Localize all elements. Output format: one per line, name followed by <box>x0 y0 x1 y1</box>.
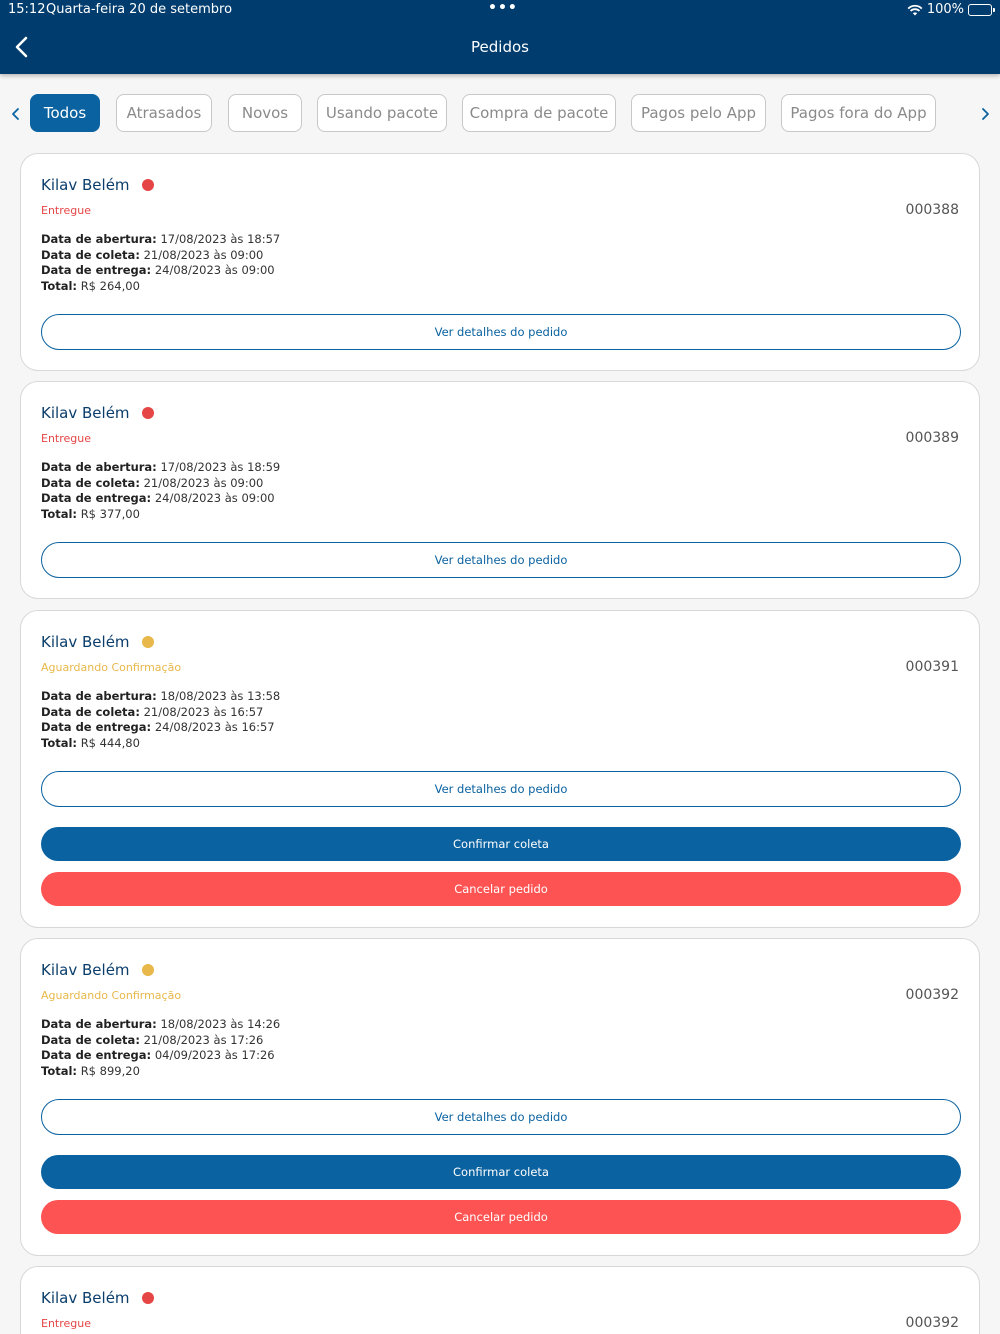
filter-chip-pagos-fora-do-app[interactable]: Pagos fora do App <box>781 94 936 132</box>
filter-chip-novos[interactable]: Novos <box>228 94 302 132</box>
total-label: Total: <box>41 1063 78 1078</box>
pickup-date-label: Data de coleta: <box>41 475 140 490</box>
order-details <box>41 1017 280 1079</box>
order-details <box>41 460 280 522</box>
cancel-order-button[interactable]: Cancelar pedido <box>41 1200 961 1234</box>
opening-date-value: 17/08/2023 às 18:59 <box>160 460 281 474</box>
order-number: 000392 <box>905 1315 959 1331</box>
filter-chip-pagos-pelo-app[interactable]: Pagos pelo App <box>631 94 766 132</box>
battery-percent: 100% <box>926 2 964 17</box>
status-dot <box>142 407 154 419</box>
filter-bar <box>0 94 1000 134</box>
order-details <box>41 689 280 751</box>
pickup-date-label: Data de coleta: <box>41 704 140 719</box>
page-title: Pedidos <box>471 38 529 56</box>
opening-date-label: Data de abertura: <box>41 232 157 246</box>
company-name <box>41 633 154 651</box>
company-name <box>41 404 154 422</box>
order-card <box>20 153 980 371</box>
pickup-date-label: Data de coleta: <box>41 1032 140 1047</box>
status-dot <box>142 636 154 648</box>
scroll-left-chevron-icon[interactable] <box>8 104 24 124</box>
order-card <box>20 381 980 599</box>
confirm-pickup-button[interactable]: Confirmar coleta <box>41 1155 961 1189</box>
company-label: Kilav Belém <box>41 1289 130 1307</box>
status-dot <box>142 179 154 191</box>
battery-icon <box>968 4 992 16</box>
company-label: Kilav Belém <box>41 633 130 651</box>
delivery-date-value: 24/08/2023 às 09:00 <box>154 263 275 278</box>
opening-date-label: Data de abertura: <box>41 460 157 474</box>
opening-date-value: 18/08/2023 às 13:58 <box>160 689 281 703</box>
order-status: Aguardando Confirmação <box>41 661 182 674</box>
order-number: 000391 <box>905 659 959 675</box>
opening-date-value: 17/08/2023 às 18:57 <box>160 232 281 246</box>
status-dot <box>142 1292 154 1304</box>
filter-chip-usando-pacote[interactable]: Usando pacote <box>317 94 447 132</box>
total-value: R$ 444,80 <box>80 735 140 750</box>
order-number: 000388 <box>905 202 959 218</box>
total-label: Total: <box>41 735 78 750</box>
company-name <box>41 961 154 979</box>
view-order-details-button[interactable]: Ver detalhes do pedido <box>41 314 961 350</box>
top-navigation-bar <box>0 0 1000 74</box>
delivery-date-label: Data de entrega: <box>41 263 152 278</box>
delivery-date-label: Data de entrega: <box>41 1048 152 1063</box>
view-order-details-button[interactable]: Ver detalhes do pedido <box>41 542 961 578</box>
filter-chip-atrasados[interactable]: Atrasados <box>116 94 212 132</box>
order-status: Aguardando Confirmação <box>41 989 182 1002</box>
opening-date-value: 18/08/2023 às 14:26 <box>160 1017 281 1031</box>
view-order-details-button[interactable]: Ver detalhes do pedido <box>41 1099 961 1135</box>
order-number: 000392 <box>905 987 959 1003</box>
order-card <box>20 610 980 928</box>
company-label: Kilav Belém <box>41 404 130 422</box>
total-value: R$ 377,00 <box>80 506 140 521</box>
delivery-date-value: 24/08/2023 às 09:00 <box>154 491 275 506</box>
cancel-order-button[interactable]: Cancelar pedido <box>41 872 961 906</box>
delivery-date-value: 24/08/2023 às 16:57 <box>154 720 275 735</box>
status-date: Quarta-feira 20 de setembro <box>46 2 233 17</box>
total-label: Total: <box>41 278 78 293</box>
total-value: R$ 264,00 <box>80 278 140 293</box>
view-order-details-button[interactable]: Ver detalhes do pedido <box>41 771 961 807</box>
order-number: 000389 <box>905 430 959 446</box>
scroll-right-chevron-icon[interactable] <box>977 104 993 124</box>
multitasking-dots-icon[interactable]: ••• <box>488 0 518 16</box>
total-label: Total: <box>41 506 78 521</box>
status-time: 15:12 <box>8 2 46 17</box>
company-name <box>41 1289 154 1307</box>
company-name <box>41 176 154 194</box>
company-label: Kilav Belém <box>41 961 130 979</box>
company-label: Kilav Belém <box>41 176 130 194</box>
order-details <box>41 232 280 294</box>
wifi-icon <box>907 4 923 16</box>
confirm-pickup-button[interactable]: Confirmar coleta <box>41 827 961 861</box>
order-status: Entregue <box>41 204 92 217</box>
pickup-date-value: 21/08/2023 às 16:57 <box>143 704 264 719</box>
status-dot <box>142 964 154 976</box>
pickup-date-value: 21/08/2023 às 17:26 <box>143 1032 264 1047</box>
pickup-date-value: 21/08/2023 às 09:00 <box>143 475 264 490</box>
opening-date-label: Data de abertura: <box>41 1017 157 1031</box>
delivery-date-label: Data de entrega: <box>41 491 152 506</box>
filter-chip-todos[interactable]: Todos <box>30 94 100 132</box>
order-status: Entregue <box>41 1317 92 1330</box>
order-status: Entregue <box>41 432 92 445</box>
pickup-date-value: 21/08/2023 às 09:00 <box>143 247 264 262</box>
total-value: R$ 899,20 <box>80 1063 140 1078</box>
filter-chip-compra-de-pacote[interactable]: Compra de pacote <box>462 94 616 132</box>
pickup-date-label: Data de coleta: <box>41 247 140 262</box>
opening-date-label: Data de abertura: <box>41 689 157 703</box>
order-card <box>20 1266 980 1334</box>
order-card <box>20 938 980 1256</box>
delivery-date-label: Data de entrega: <box>41 720 152 735</box>
status-indicators <box>907 2 992 17</box>
delivery-date-value: 04/09/2023 às 17:26 <box>154 1048 275 1063</box>
